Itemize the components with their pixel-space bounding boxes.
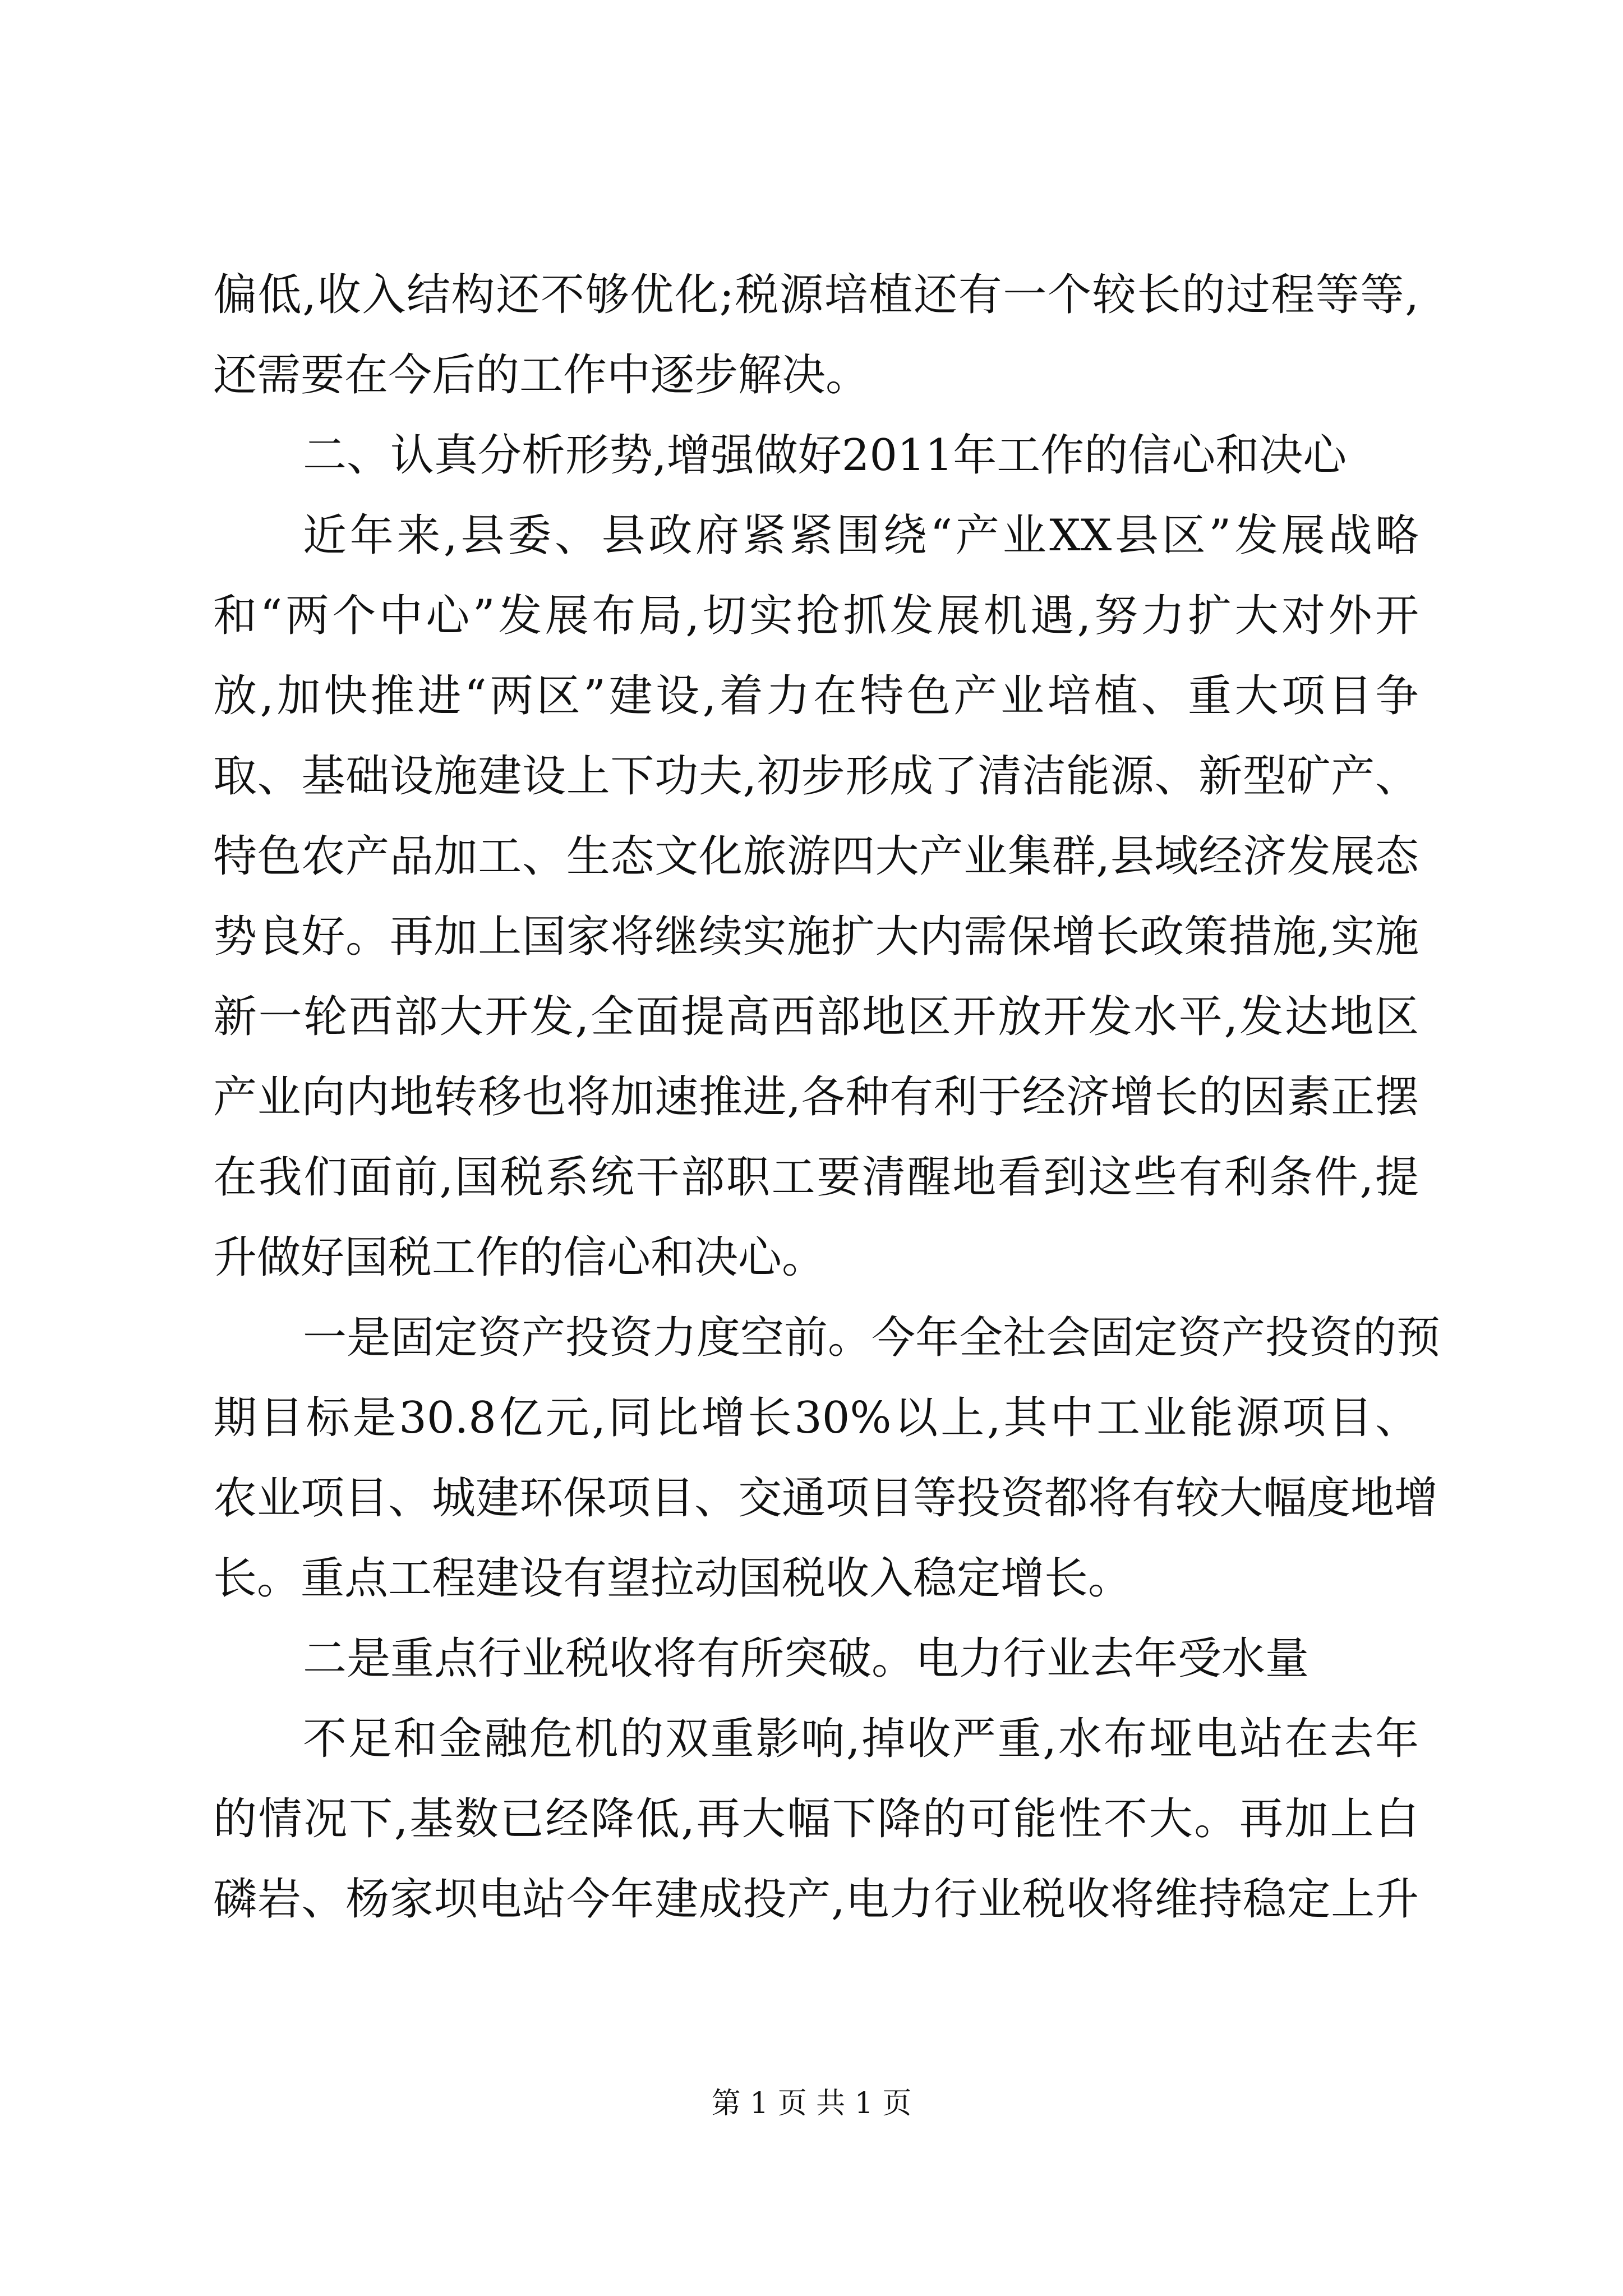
text-line: 取、基础设施建设上下功夫,初步形成了清洁能源、新型矿产、 <box>213 751 1419 802</box>
page-footer: 第 1 页 共 1 页 <box>711 2087 912 2120</box>
text-line: 农业项目、城建环保项目、交通项目等投资都将有较大幅度地增 <box>213 1473 1438 1524</box>
text-line: 还需要在今后的工作中逐步解决。 <box>213 350 870 401</box>
text-line: 和“两个中心”发展布局,切实抢抓发展机遇,努力扩大对外开 <box>213 591 1419 641</box>
text-line: 磷岩、杨家坝电站今年建成投产,电力行业税收将维持稳定上升 <box>213 1874 1419 1925</box>
text-line: 新一轮西部大开发,全面提高西部地区开放开发水平,发达地区 <box>213 992 1419 1042</box>
document-body <box>213 255 1441 1940</box>
text-line: 不足和金融危机的双重影响,掉收严重,水布垭电站在去年 <box>303 1714 1419 1764</box>
text-line: 的情况下,基数已经降低,再大幅下降的可能性不大。再加上白 <box>213 1794 1419 1844</box>
text-line: 产业向内地转移也将加速推进,各种有利于经济增长的因素正摆 <box>213 1072 1419 1122</box>
text-line: 一是固定资产投资力度空前。今年全社会固定资产投资的预 <box>303 1313 1441 1363</box>
text-line: 期目标是30.8亿元,同比增长30%以上,其中工业能源项目、 <box>213 1393 1419 1443</box>
text-line: 长。重点工程建设有望拉动国税收入稳定增长。 <box>213 1553 1132 1604</box>
text-line: 特色农产品加工、生态文化旅游四大产业集群,县域经济发展态 <box>213 831 1419 882</box>
text-line: 放,加快推进“两区”建设,着力在特色产业培植、重大项目争 <box>213 671 1419 721</box>
text-line: 近年来,县委、县政府紧紧围绕“产业XX县区”发展战略 <box>303 510 1419 561</box>
text-line: 在我们面前,国税系统干部职工要清醒地看到这些有利条件,提 <box>213 1152 1419 1203</box>
text-line: 升做好国税工作的信心和决心。 <box>213 1232 826 1283</box>
text-line: 势良好。再加上国家将继续实施扩大内需保增长政策措施,实施 <box>213 912 1419 962</box>
text-line: 偏低,收入结构还不够优化;税源培植还有一个较长的过程等等, <box>213 270 1419 320</box>
text-line: 二、认真分析形势,增强做好2011年工作的信心和决心 <box>303 430 1347 481</box>
text-line: 二是重点行业税收将有所突破。电力行业去年受水量 <box>303 1634 1310 1684</box>
